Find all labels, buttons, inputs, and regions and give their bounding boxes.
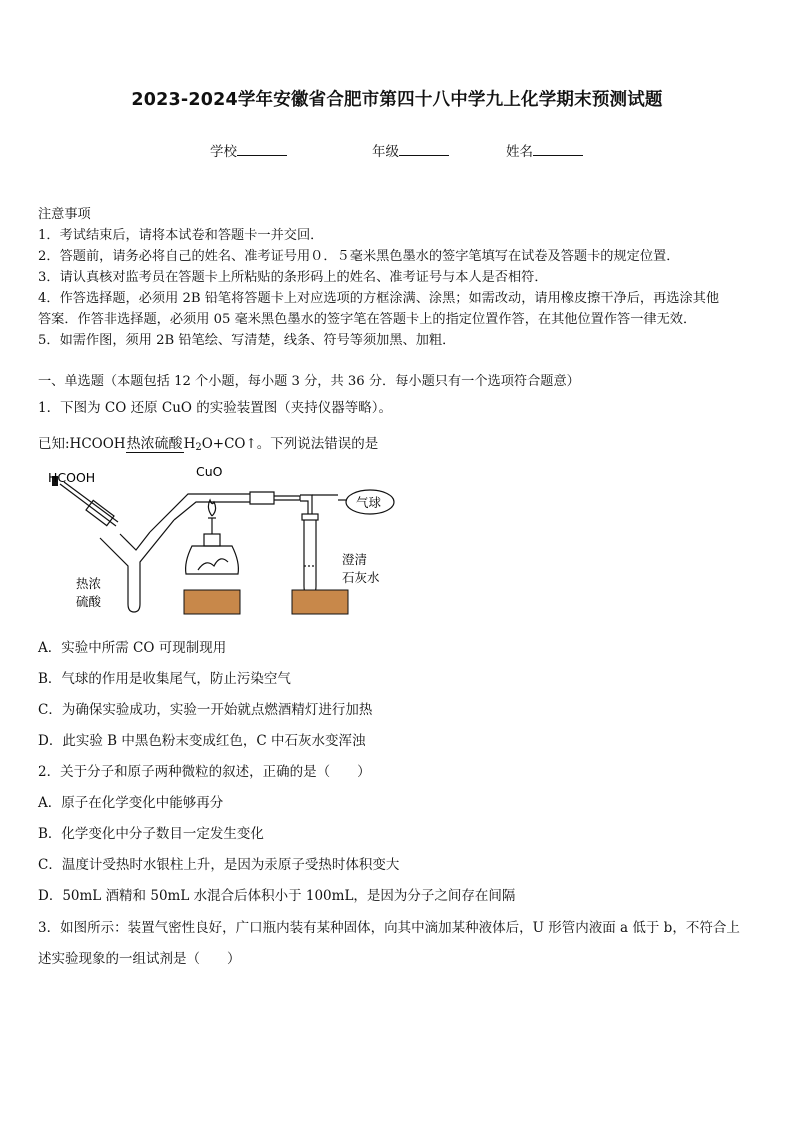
question-1-known — [38, 432, 378, 453]
co-reduction-apparatus-figure — [38, 462, 398, 622]
school-field — [210, 140, 287, 160]
wood-block-right — [292, 590, 348, 614]
q2-option-d[interactable]: D．50mL 酒精和 50mL 水混合后体积小于 100mL，是因为分子之间存在间隔 — [38, 888, 516, 904]
q1-option-c[interactable]: C．为确保实验成功，实验一开始就点燃酒精灯进行加热 — [38, 702, 373, 718]
name-label: 姓名 — [506, 144, 533, 160]
hcooh-label: HCOOH — [48, 470, 96, 485]
school-label: 学校 — [210, 144, 237, 160]
q2-option-a[interactable]: A．原子在化学变化中能够再分 — [38, 795, 224, 811]
notice-item: 5．如需作图，须用 2B 铅笔绘、写清楚，线条、符号等须加黑、加粗． — [38, 333, 456, 348]
name-blank[interactable] — [533, 143, 583, 156]
reaction-condition: 热浓硫酸 — [126, 436, 183, 452]
page-title: 2023-2024学年安徽省合肥市第四十八中学九上化学期末预测试题 — [131, 90, 663, 110]
grade-blank[interactable] — [399, 143, 449, 156]
question-3-stem-line2: 述实验现象的一组试剂是（ ） — [38, 951, 241, 967]
lime-label-line1: 澄清 — [342, 552, 368, 567]
question-3-stem-line1: 3．如图所示：装置气密性良好，广口瓶内装有某种固体，向其中滴加某种液体后，U 形管内液面 a 低于 b，不符合上 — [38, 920, 740, 936]
wood-block-left — [184, 590, 240, 614]
acid-label-line2: 硫酸 — [76, 594, 102, 609]
notice-heading: 注意事项 — [38, 207, 91, 222]
known-subscript: 2 — [195, 442, 202, 453]
name-field — [506, 140, 583, 160]
question-2-stem: 2．关于分子和原子两种微粒的叙述，正确的是（ ） — [38, 764, 371, 780]
known-prefix: 已知:HCOOH — [38, 436, 126, 452]
q2-option-b[interactable]: B．化学变化中分子数目一定发生变化 — [38, 826, 264, 842]
q1-option-d[interactable]: D．此实验 B 中黑色粉末变成红色，C 中石灰水变浑浊 — [38, 733, 366, 749]
q1-option-b[interactable]: B．气球的作用是收集尾气，防止污染空气 — [38, 671, 291, 687]
notice-item: 答案．作答非选择题，必须用 05 毫米黑色墨水的签字笔在答题卡上的指定位置作答，在其他位置作答一律无效． — [38, 312, 697, 327]
grade-label: 年级 — [372, 144, 399, 160]
notice-item: 1．考试结束后，请将本试卷和答题卡一并交回． — [38, 228, 324, 243]
school-blank[interactable] — [237, 143, 287, 156]
acid-label-line1: 热浓 — [76, 576, 102, 591]
question-1-stem: 1．下图为 CO 还原 CuO 的实验装置图（夹持仪器等略）。 — [38, 400, 392, 416]
cuo-label: CuO — [196, 464, 223, 479]
known-tail: O+CO↑。下列说法错误的是 — [201, 436, 379, 452]
known-h: H — [183, 436, 196, 452]
lime-label-line2: 石灰水 — [342, 570, 380, 585]
q1-option-a[interactable]: A．实验中所需 CO 可现制现用 — [38, 640, 227, 656]
grade-field — [372, 140, 449, 160]
section-heading: 一、单选题（本题包括 12 个小题，每小题 3 分，共 36 分．每小题只有一个选项符合题意） — [38, 374, 580, 389]
notice-item: 3．请认真核对监考员在答题卡上所粘贴的条形码上的姓名、准考证号与本人是否相符． — [38, 270, 548, 285]
notice-item: 2．答题前，请务必将自己的姓名、准考证号用０．５毫米黑色墨水的签字笔填写在试卷及答题卡的规定位置． — [38, 249, 680, 264]
balloon-label: 气球 — [356, 495, 382, 510]
notice-item: 4．作答选择题，必须用 2B 铅笔将答题卡上对应选项的方框涂满、涂黑；如需改动，请用橡皮擦干净后，再选涂其他 — [38, 291, 720, 306]
q2-option-c[interactable]: C．温度计受热时水银柱上升，是因为汞原子受热时体积变大 — [38, 857, 400, 873]
